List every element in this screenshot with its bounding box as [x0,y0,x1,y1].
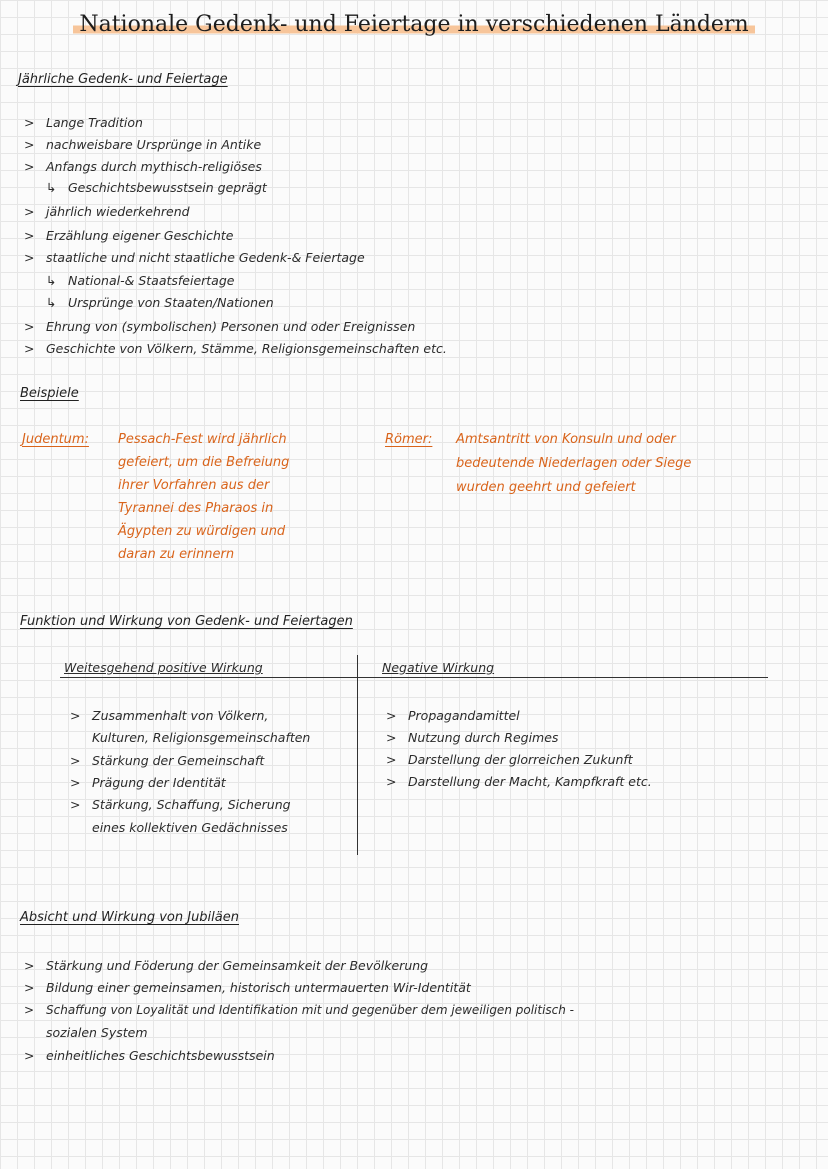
section2-heading: Beispiele [20,386,79,401]
list-item: > jährlich wiederkehrend [24,204,190,219]
page-title-wrap [0,12,828,37]
list-item: > Zusammenhalt von Völkern, [70,708,269,723]
judentum-line: ihrer Vorfahren aus der [118,478,270,493]
list-subitem: ↳ Geschichtsbewusstsein geprägt [46,180,267,195]
list-item: > Stärkung, Schaffung, Sicherung [70,797,291,812]
list-item: > Nutzung durch Regimes [386,730,559,745]
list-item: > Propagandamittel [386,708,520,723]
list-item: > Anfangs durch mythisch-religiöses [24,159,262,174]
list-item: eines kollektiven Gedächnisses [92,820,288,835]
section1-heading: Jährliche Gedenk- und Feiertage [18,72,228,87]
judentum-line: daran zu erinnern [118,547,235,562]
list-item: > Darstellung der Macht, Kampfkraft etc. [386,774,652,789]
judentum-line: gefeiert, um die Befreiung [118,455,290,470]
list-item: > nachweisbare Ursprünge in Antike [24,137,262,152]
list-subitem: ↳ Ursprünge von Staaten/Nationen [46,295,274,310]
list-item: > Bildung einer gemeinsamen, historisch untermauerten Wir-Identität [24,980,471,995]
list-item: > staatliche und nicht staatliche Gedenk-& Feiertage [24,250,365,265]
list-item: > Geschichte von Völkern, Stämme, Religionsgemeinschaften etc. [24,341,447,356]
list-item: > Erzählung eigener Geschichte [24,228,234,243]
list-item: > Stärkung der Gemeinschaft [70,753,265,768]
judentum-line: Ägypten zu würdigen und [118,524,286,539]
judentum-line: Tyrannei des Pharaos in [118,501,274,516]
roemer-line: wurden geehrt und gefeiert [456,480,636,495]
list-item: > Prägung der Identität [70,775,226,790]
list-item: Kulturen, Religionsgemeinschaften [92,730,311,745]
list-item: > Lange Tradition [24,115,143,130]
table-divider-horizontal [60,677,768,678]
list-item: > Stärkung und Föderung der Gemeinsamkeit der Bevölkerung [24,958,429,973]
roemer-label: Römer: [385,432,433,447]
judentum-label: Judentum: [22,432,89,447]
page-title: Nationale Gedenk- und Feiertage in verschiedenen Ländern [73,12,754,37]
roemer-line: bedeutende Niederlagen oder Siege [456,456,692,471]
list-item: > einheitliches Geschichtsbewusstsein [24,1048,275,1063]
negative-effects-heading: Negative Wirkung [382,660,495,675]
list-item: > Darstellung der glorreichen Zukunft [386,752,633,767]
list-item: sozialen System [46,1025,148,1040]
table-divider-vertical [357,655,358,855]
list-item: > Schaffung von Loyalität und Identifikation mit und gegenüber dem jeweiligen politisch - [24,1003,574,1017]
roemer-line: Amtsantritt von Konsuln und oder [456,432,676,447]
judentum-line: Pessach-Fest wird jährlich [118,432,287,447]
list-subitem: ↳ National-& Staatsfeiertage [46,273,235,288]
positive-effects-heading: Weitesgehend positive Wirkung [64,660,263,675]
section4-heading: Absicht und Wirkung von Jubiläen [20,910,239,925]
section3-heading: Funktion und Wirkung von Gedenk- und Feiertagen [20,614,353,629]
list-item: > Ehrung von (symbolischen) Personen und oder Ereignissen [24,319,416,334]
